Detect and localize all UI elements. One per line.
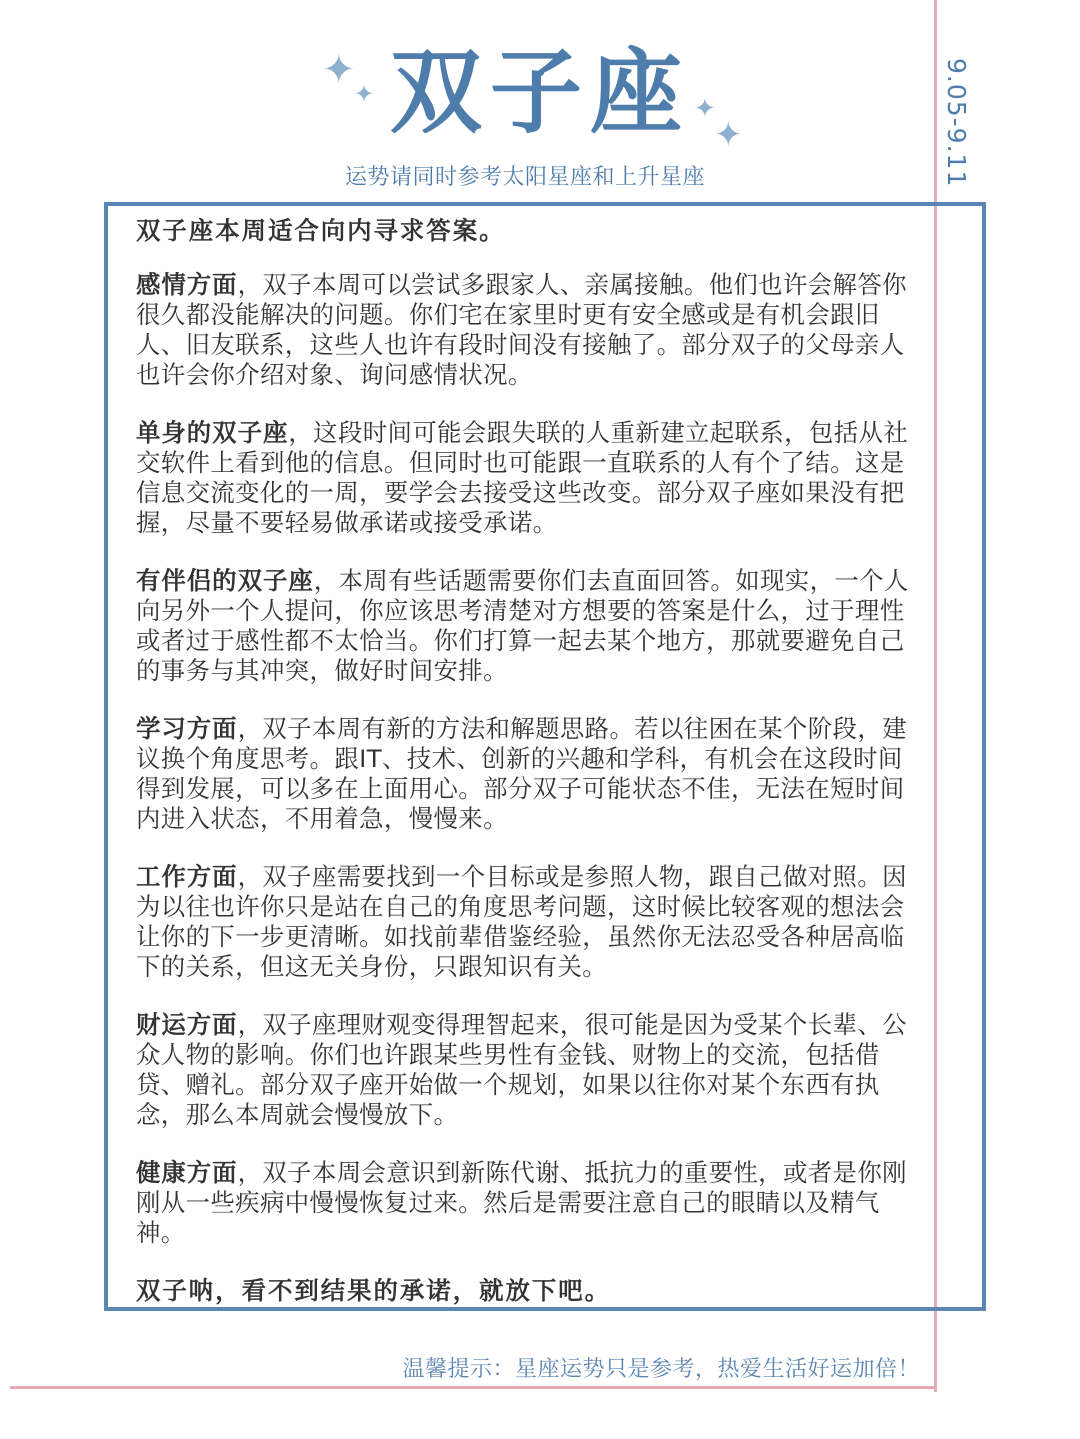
section-single (136, 418, 912, 538)
footer-tip: 温馨提示：星座运势只是参考，热爱生活好运加倍！ (402, 1357, 920, 1382)
horoscope-content (136, 216, 912, 1330)
section-text: ，双子座理财观变得理智起来，很可能是因为受某个长辈、公众人物的影响。你们也许跟某些男性有金钱、财物上的交流，包括借贷、赠礼。部分双子座开始做一个规划，如果以往你对某个东西有执念，那么本周就会慢慢放下。 (136, 1010, 907, 1129)
intro-line: 双子座本周适合向内寻求答案。 (136, 216, 506, 245)
section-heading: 有伴侣的双子座 (136, 566, 314, 595)
sparkle-icon: ✦ (694, 94, 716, 124)
section-text: ，本周有些话题需要你们去直面回答。如现实，一个人向另外一个人提问，你应该思考清楚对方想要的答案是什么，过于理性或者过于感性都不太恰当。你们打算一起去某个地方，那就要避免自己的事务与其冲突，做好时间安排。 (136, 566, 909, 685)
section-heading: 财运方面 (136, 1010, 238, 1039)
section-text: ，双子本周有新的方法和解题思路。若以往困在某个阶段，建议换个角度思考。跟IT、技术、创新的兴趣和学科，有机会在这段时间得到发展，可以多在上面用心。部分双子可能状态不佳，无法在短时间内进入状态，不用着急，慢慢来。 (136, 714, 907, 833)
section-heading: 工作方面 (136, 862, 238, 891)
section-text: ，这段时间可能会跟失联的人重新建立起联系，包括从社交软件上看到他的信息。但同时也可能跟一直联系的人有个了结。这是信息交流变化的一周，要学会去接受这些改变。部分双子座如果没有把握，尽量不要轻易做承诺或接受承诺。 (136, 418, 909, 537)
section-text: ，双子本周会意识到新陈代谢、抵抗力的重要性，或者是你刚刚从一些疾病中慢慢恢复过来。然后是需要注意自己的眼睛以及精气神。 (136, 1158, 907, 1247)
section-love (136, 270, 912, 390)
section-text: ，双子本周可以尝试多跟家人、亲属接触。他们也许会解答你很久都没能解决的问题。你们宅在家里时更有安全感或是有机会跟旧人、旧友联系，这些人也许有段时间没有接触了。部分双子的父母亲人也许会你介绍对象、询问感情状况。 (136, 270, 907, 389)
section-heading: 感情方面 (136, 270, 238, 299)
section-health (136, 1158, 912, 1248)
page-title: 双子座 (389, 39, 690, 146)
section-heading: 学习方面 (136, 714, 238, 743)
section-work (136, 862, 912, 982)
pink-horizontal-border (10, 1386, 937, 1389)
section-heading: 健康方面 (136, 1158, 238, 1187)
section-partnered (136, 566, 912, 686)
section-heading: 单身的双子座 (136, 418, 289, 447)
date-range: 9.05-9.11 (942, 58, 971, 188)
section-wealth (136, 1010, 912, 1130)
closing-line: 双子呐，看不到结果的承诺，就放下吧。 (136, 1276, 612, 1305)
section-study (136, 714, 912, 834)
section-text: ，双子座需要找到一个目标或是参照人物，跟自己做对照。因为以往也许你只是站在自己的角度思考问题，这时候比较客观的想法会让你的下一步更清晰。如找前辈借鉴经验，虽然你无法忍受各种居高临下的关系，但这无关身份，只跟知识有关。 (136, 862, 907, 981)
sparkle-icon: ✦ (354, 80, 375, 108)
sparkle-icon: ✦ (322, 47, 356, 93)
subtitle: 运势请同时参考太阳星座和上升星座 (344, 165, 705, 190)
sparkle-icon: ✦ (714, 115, 743, 155)
